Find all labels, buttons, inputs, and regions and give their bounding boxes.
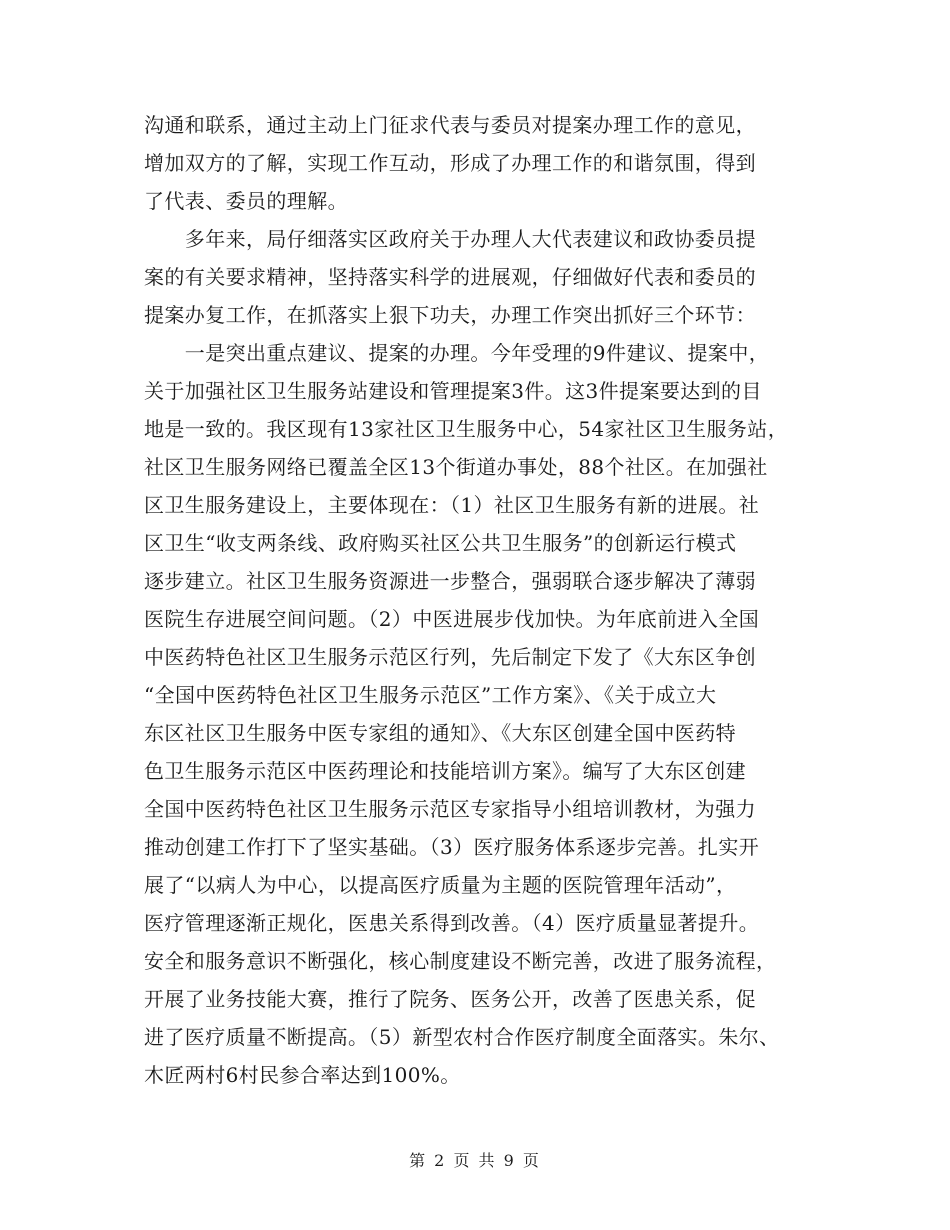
text-line: 中医药特色社区卫生服务示范区行列，先后制定下发了《大东区争创 bbox=[144, 645, 756, 669]
page-number-footer: 第 2 页 共 9 页 bbox=[409, 1151, 541, 1170]
text-line: 一是突出重点建议、提案的办理。今年受理的9件建议、提案中， bbox=[144, 341, 770, 365]
text-line: 地是一致的。我区现有13家社区卫生服务中心，54家社区卫生服务站， bbox=[144, 417, 789, 441]
text-line: 色卫生服务示范区中医药理论和技能培训方案》。编写了大东区创建 bbox=[144, 759, 746, 783]
text-line: 案的有关要求精神，坚持落实科学的进展观，仔细做好代表和委员的 bbox=[144, 265, 756, 289]
text-line: 木匠两村6村民参合率达到100%。 bbox=[144, 1063, 461, 1087]
text-line: 开展了业务技能大赛，推行了院务、医务公开，改善了医患关系，促 bbox=[144, 987, 756, 1011]
text-line: 增加双方的了解，实现工作互动，形成了办理工作的和谐氛围，得到 bbox=[144, 151, 756, 175]
text-line: 安全和服务意识不断强化，核心制度建设不断完善，改进了服务流程， bbox=[144, 949, 777, 973]
text-line: 了代表、委员的理解。 bbox=[144, 189, 348, 213]
text-line: 社区卫生服务网络已覆盖全区13个街道办事处，88个社区。在加强社 bbox=[144, 455, 768, 479]
text-line: 逐步建立。社区卫生服务资源进一步整合，强弱联合逐步解决了薄弱 bbox=[144, 569, 756, 593]
text-line: 沟通和联系，通过主动上门征求代表与委员对提案办理工作的意见， bbox=[144, 113, 756, 137]
text-line: 东区社区卫生服务中医专家组的通知》、《大东区创建全国中医药特 bbox=[144, 721, 736, 745]
text-line: 全国中医药特色社区卫生服务示范区专家指导小组培训教材，为强力 bbox=[144, 797, 756, 821]
text-line: 提案办复工作，在抓落实上狠下功夫，办理工作突出抓好三个环节： bbox=[144, 303, 756, 327]
text-line: 区卫生“收支两条线、政府购买社区公共卫生服务”的创新运行模式 bbox=[144, 531, 737, 555]
text-line: 展了“以病人为中心，以提高医疗质量为主题的医院管理年活动”， bbox=[144, 873, 737, 897]
text-line: 医疗管理逐渐正规化，医患关系得到改善。（4）医疗质量显著提升。 bbox=[144, 911, 760, 935]
text-line: 医院生存进展空间问题。（2）中医进展步伐加快。为年底前进入全国 bbox=[144, 607, 760, 631]
text-line: “全国中医药特色社区卫生服务示范区”工作方案》、《关于成立大 bbox=[144, 683, 717, 707]
text-line: 区卫生服务建设上，主要体现在：（1）社区卫生服务有新的进展。社 bbox=[144, 493, 760, 517]
text-line: 关于加强社区卫生服务站建设和管理提案3件。这3件提案要达到的目 bbox=[144, 379, 762, 403]
text-line: 进了医疗质量不断提高。（5）新型农村合作医疗制度全面落实。朱尔、 bbox=[144, 1025, 780, 1049]
text-line: 推动创建工作打下了坚实基础。（3）医疗服务体系逐步完善。扎实开 bbox=[144, 835, 760, 859]
text-line: 多年来，局仔细落实区政府关于办理人大代表建议和政协委员提 bbox=[144, 227, 756, 251]
